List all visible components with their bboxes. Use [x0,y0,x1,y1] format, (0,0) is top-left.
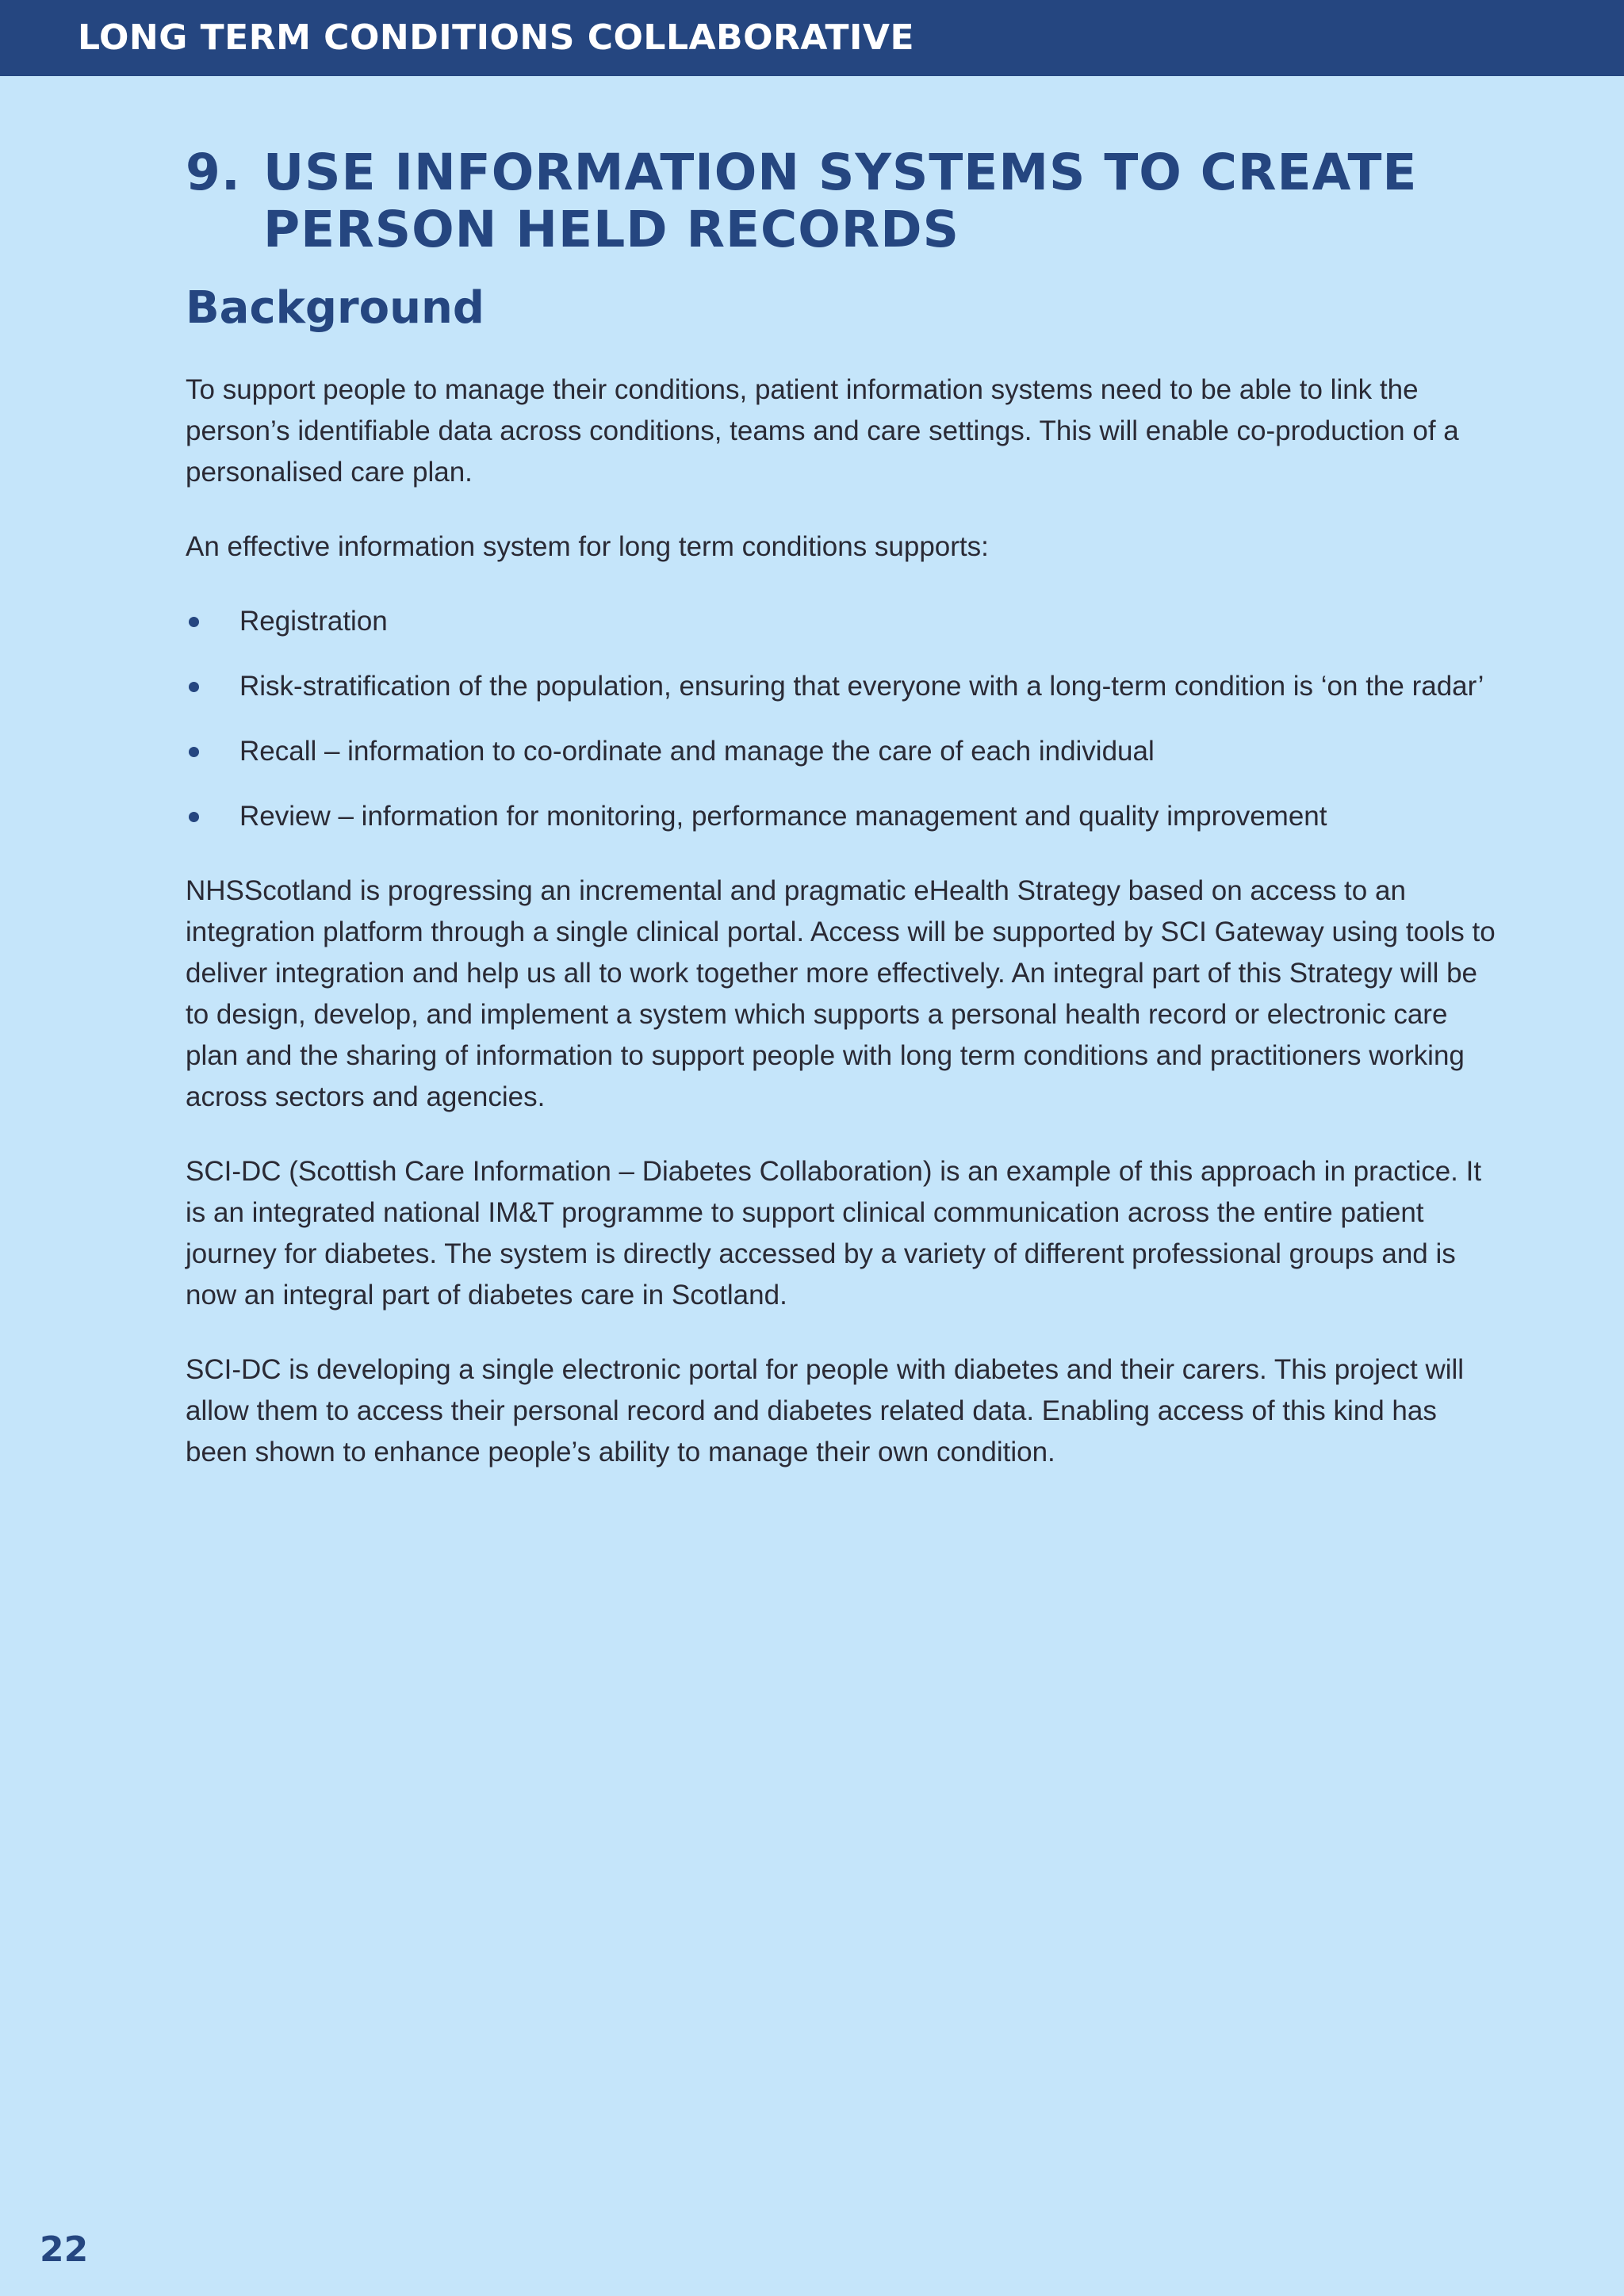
list-item [186,796,1502,837]
scidc-portal-paragraph: SCI-DC is developing a single electronic portal for people with diabetes and their carers. This project will allow them to access their personal record and diabetes related data. Enabling access of this kind has been shown to enhance people’s ability to manage their own condition. [186,1354,1465,1468]
header-title: LONG TERM CONDITIONS COLLABORATIVE [78,17,914,58]
list-item [186,601,1502,642]
section-heading-line2: PERSON HELD RECORDS [263,201,959,258]
bullet-icon [189,682,199,692]
nhs-strategy-paragraph: NHSScotland is progressing an incremental and pragmatic eHealth Strategy based on access to an integration platform through a single clinical portal. Access will be supported by SCI Gateway using tools to deliver integration and help us all to work together more effectively. An integral part of this Strategy will be to design, develop, and implement a system which supports a personal health record or electronic care plan and the sharing of information to support people with long term conditions and practitioners working across sectors and agencies. [186,875,1496,1112]
section-title [186,144,1502,258]
section-heading-line1: USE INFORMATION SYSTEMS TO CREATE [263,144,1418,201]
bullet-icon [189,812,199,822]
bullet-icon [189,617,199,627]
lead-in-paragraph: An effective information system for long term conditions supports: [186,531,989,562]
list-item-text: Registration [239,606,388,637]
section-number: 9. [186,144,241,201]
list-item [186,731,1502,772]
scidc-example-paragraph: SCI-DC (Scottish Care Information – Diabetes Collaboration) is an example of this approach in practice. It is an integrated national IM&T programme to support clinical communication across the entire patient journey for diabetes. The system is directly accessed by a variety of different professional groups and is now an integral part of diabetes care in Scotland. [186,1156,1482,1311]
section-heading [263,144,1502,258]
list-item [186,666,1502,707]
intro-paragraph: To support people to manage their conditions, patient information systems need to be able to link the person’s identifiable data across conditions, teams and care settings. This will enable co-production of a personalised care plan. [186,374,1459,488]
supports-list [186,601,1502,837]
subheading-background: Background [186,282,485,334]
list-item-text: Review – information for monitoring, performance management and quality improvement [239,801,1327,832]
page-number: 22 [40,2229,89,2270]
page-content [186,144,1502,1473]
list-item-text: Risk-stratification of the population, ensuring that everyone with a long-term condition is ‘on the radar’ [239,671,1484,702]
bullet-icon [189,747,199,757]
list-item-text: Recall – information to co-ordinate and manage the care of each individual [239,736,1155,767]
header-band [0,0,1624,76]
